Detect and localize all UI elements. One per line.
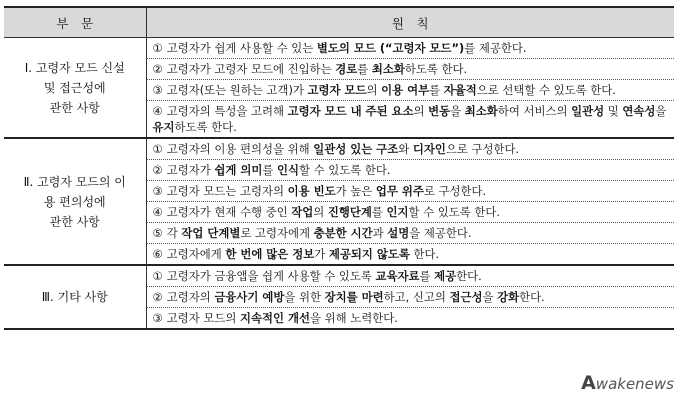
item-text: 고령자의 특성을 고려해 <box>166 104 288 118</box>
principle-item <box>146 80 674 101</box>
item-text: 한다. <box>519 290 545 304</box>
principle-item <box>146 308 674 330</box>
item-text-emphasis: 인지 <box>386 205 409 219</box>
item-text: 의 <box>366 83 382 97</box>
item-number: ④ <box>152 104 163 118</box>
item-text: 로 고령자에게 <box>240 226 314 240</box>
item-text-emphasis: 업무 위주 <box>375 184 424 198</box>
table-body <box>4 38 674 330</box>
principle-item <box>146 38 674 59</box>
awakenews-watermark <box>581 372 674 394</box>
header-category: 부 문 <box>4 7 146 38</box>
principle-item <box>146 160 674 181</box>
item-number: ③ <box>152 311 163 325</box>
item-text-emphasis: 강화 <box>497 290 520 304</box>
item-text: 고령자 모드의 <box>166 311 240 325</box>
item-text: 할 수 있도록 한다. <box>408 205 501 219</box>
item-text: 한다. <box>409 247 440 261</box>
item-text: 및 <box>604 104 623 118</box>
item-text: 으로 선택할 수 있도록 한다. <box>476 83 616 97</box>
item-text-emphasis: 변동 <box>428 104 451 118</box>
watermark-logo-mark: A <box>581 372 596 394</box>
item-text: 고령자의 이용 편의성을 위해 <box>166 142 314 156</box>
item-text-emphasis: 고령자 모드 <box>307 83 367 97</box>
header-principle: 원 칙 <box>146 7 674 38</box>
item-text: 의 <box>413 104 429 118</box>
item-text: 과 <box>372 226 388 240</box>
item-text: 을 위한 <box>284 290 325 304</box>
principle-item <box>146 223 674 244</box>
item-text-emphasis: 작업 단계별 <box>181 226 241 240</box>
item-text: 를 <box>429 83 444 97</box>
principles-table <box>4 6 674 330</box>
item-number: ③ <box>152 83 163 97</box>
section-title-line: 용 편의성에 <box>43 194 106 209</box>
table-header-row <box>4 7 674 38</box>
item-text: 할 수 있도록 한다. <box>298 163 391 177</box>
item-text: 고령자 모드는 고령자의 <box>166 184 288 198</box>
item-text: 를 제공한다. <box>464 41 527 55</box>
table-row <box>4 138 674 160</box>
item-number: ② <box>152 62 163 76</box>
item-text-emphasis: 작업 <box>291 205 314 219</box>
section-title-line: Ⅲ. 기타 사항 <box>41 290 108 304</box>
item-number: ② <box>152 163 163 177</box>
item-text: 한다. <box>456 269 482 283</box>
principle-item <box>146 59 674 80</box>
section-title <box>4 265 146 329</box>
item-text-emphasis: 장치를 마련 <box>324 290 384 304</box>
item-text: 으로 구성한다. <box>445 142 520 156</box>
item-text-emphasis: 별도의 모드 <box>316 41 376 55</box>
item-number: ② <box>152 290 163 304</box>
section-title-line: 관한 사항 <box>49 214 100 229</box>
item-text-emphasis: 이용 빈도 <box>287 184 336 198</box>
item-text-emphasis: 제공 <box>434 269 457 283</box>
item-text: 을 <box>482 290 498 304</box>
item-text-emphasis: 최소화 <box>464 104 498 118</box>
item-text: 하여 서비스의 <box>497 104 572 118</box>
item-text-emphasis: 교육자료 <box>375 269 420 283</box>
section-title-line: Ⅰ. 고령자 모드 신설 <box>24 60 125 75</box>
item-text-emphasis: 접근성 <box>449 290 483 304</box>
item-text-emphasis: (“고령자 모드”) <box>375 41 465 55</box>
item-text-emphasis: 이용 여부 <box>381 83 430 97</box>
item-text: 하도록 한다. <box>404 62 468 76</box>
item-text: 를 <box>357 62 372 76</box>
item-text: 고령자가 고령자 모드에 진입하는 <box>166 62 336 76</box>
item-number: ⑤ <box>152 226 163 240</box>
section-title-line: 및 접근성에 <box>43 80 106 95</box>
item-text-emphasis: 쉽게 의미 <box>214 163 263 177</box>
principle-item <box>146 181 674 202</box>
section-title-line: Ⅱ. 고령자 모드의 이 <box>23 174 126 189</box>
principle-item <box>146 265 674 287</box>
item-text-emphasis: 인식 <box>276 163 299 177</box>
item-text: 고령자에게 <box>166 247 226 261</box>
item-text: 고령자가 현재 수행 중인 <box>166 205 292 219</box>
item-text: 고령자(또는 원하는 고객)가 <box>166 83 308 97</box>
watermark-text: wakenews <box>595 375 674 393</box>
item-number: ③ <box>152 184 163 198</box>
item-text: 을 위해 노력한다. <box>309 311 398 325</box>
item-text: 각 <box>166 226 182 240</box>
item-text: 고령자가 쉽게 사용할 수 있는 <box>166 41 317 55</box>
item-text-emphasis: 고령자 모드 내 주된 요소 <box>287 104 414 118</box>
item-text-emphasis: 디자인 <box>412 142 446 156</box>
item-text: 을 <box>450 104 465 118</box>
item-text-emphasis: 금융사기 예방 <box>214 290 285 304</box>
table-row <box>4 38 674 59</box>
item-number: ① <box>152 41 163 55</box>
item-text-emphasis: 충분한 시간 <box>313 226 373 240</box>
item-text-emphasis: 유지 <box>152 120 175 134</box>
item-text: 를 <box>371 205 387 219</box>
item-text: 을 제공한다. <box>409 226 472 240</box>
item-text: 와 <box>398 142 413 156</box>
item-number: ① <box>152 269 163 283</box>
section-title <box>4 138 146 265</box>
item-text: 고령자가 <box>166 163 215 177</box>
item-text-emphasis: 지속적인 개선 <box>239 311 310 325</box>
item-text: 를 <box>419 269 435 283</box>
principle-item <box>146 101 674 139</box>
item-text-emphasis: 최소화 <box>371 62 405 76</box>
item-text-emphasis: 일관성 <box>571 104 605 118</box>
principle-item <box>146 287 674 308</box>
item-text: 의 <box>313 205 328 219</box>
table-row <box>4 265 674 287</box>
section-title <box>4 38 146 139</box>
principle-item <box>146 138 674 160</box>
item-text-emphasis: 한 번에 많은 정보 <box>225 247 315 261</box>
item-text: 가 <box>314 247 329 261</box>
item-text-emphasis: 일관성 있는 구조 <box>313 142 399 156</box>
item-text: 로 구성한다. <box>423 184 487 198</box>
item-text: 하도록 한다. <box>174 120 237 134</box>
item-text-emphasis: 자율적 <box>443 83 477 97</box>
item-text: 고령자의 <box>166 290 215 304</box>
item-text-emphasis: 연속성 <box>622 104 656 118</box>
section-title-line: 관한 사항 <box>49 100 100 115</box>
item-text: 가 높은 <box>335 184 376 198</box>
principle-item <box>146 244 674 266</box>
item-text-emphasis: 진행단계 <box>327 205 372 219</box>
item-text: 를 <box>262 163 277 177</box>
item-number: ④ <box>152 205 163 219</box>
item-text: 을 <box>655 104 667 118</box>
item-text: 고령자가 금융앱을 쉽게 사용할 수 있도록 <box>166 269 376 283</box>
principle-item <box>146 202 674 223</box>
item-number: ① <box>152 142 163 156</box>
item-number: ⑥ <box>152 247 163 261</box>
item-text: 하고, 신고의 <box>383 290 450 304</box>
item-text-emphasis: 설명 <box>387 226 410 240</box>
item-text-emphasis: 제공되지 않도록 <box>328 247 410 261</box>
item-text-emphasis: 경로 <box>335 62 358 76</box>
